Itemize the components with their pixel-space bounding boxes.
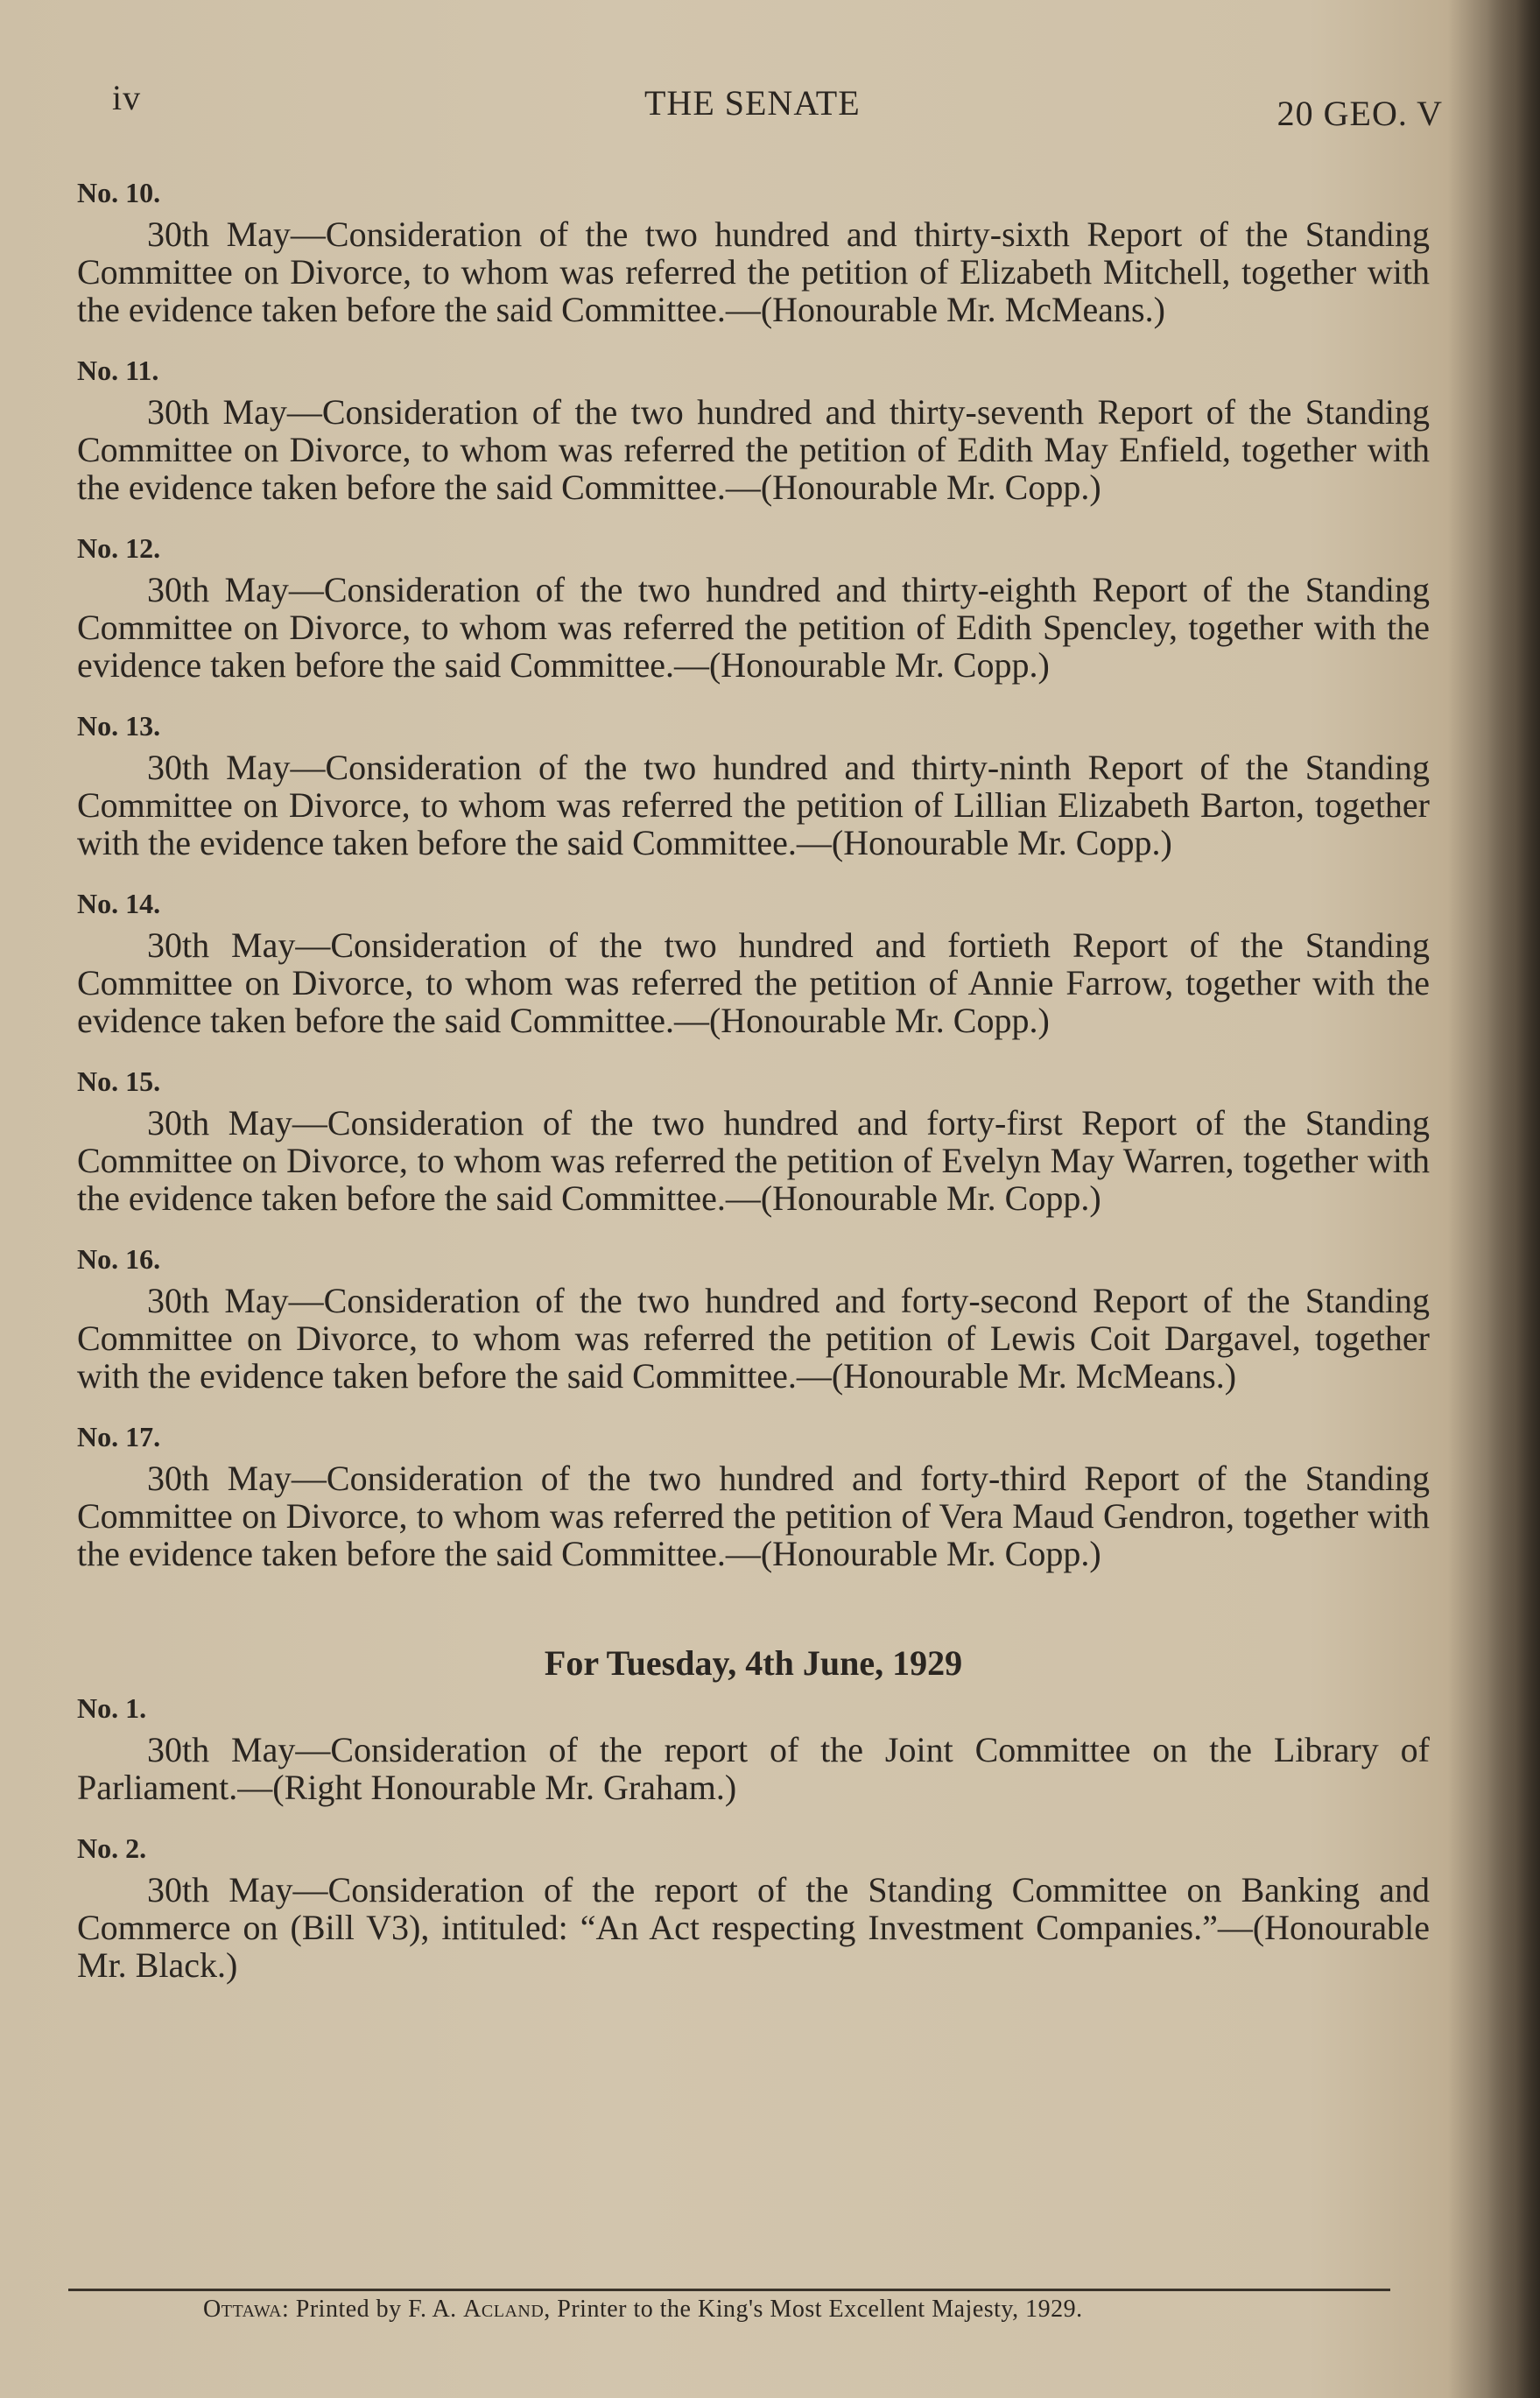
order-entry [77,886,1430,1039]
entry-number: No. 13. [77,710,161,742]
session-label: 20 GEO. V [1276,94,1443,133]
entry-text: 30th May—Consideration of the two hundred and thirty-eighth Report of the Standing Committee on Divorce, to whom was referred the petition of Edith Spencley, together with the evidence taken before the said Committee.—(Honourable Mr. Copp.) [77,570,1430,685]
entry-text: 30th May—Consideration of the report of the Standing Committee on Banking and Commerce on (Bill V3), intituled: “An Act respecting Investment Companies.”—(Honourable Mr. Black.) [77,1870,1430,1985]
order-entry [77,1831,1430,1984]
imprint-tail: , Printer to the King's Most Excellent Majesty, 1929. [544,2296,1083,2323]
entry-number: No. 17. [77,1421,161,1452]
entry-text: 30th May—Consideration of the two hundred and thirty-ninth Report of the Standing Committee on Divorce, to whom was referred the petition of Lillian Elizabeth Barton, together with the evidence taken before the said Committee.—(Honourable Mr. Copp.) [77,748,1430,862]
order-entry [77,1241,1430,1395]
entry-number: No. 15. [77,1065,161,1097]
entry-number: No. 14. [77,888,161,919]
page-edge-shadow [1487,0,1540,2398]
entry-number: No. 16. [77,1243,161,1275]
order-entry [77,175,1430,328]
entry-number: No. 11. [77,355,159,386]
imprint-printer-name: Acland [463,2296,545,2323]
page-number: iv [112,78,142,117]
order-entry [77,1691,1430,1806]
order-entry [77,708,1430,861]
entry-text: 30th May—Consideration of the two hundred and forty-second Report of the Standing Committee on Divorce, to whom was referred the petition of Lewis Coit Dargavel, together with the evidence taken before the said Committee.—(Honourable Mr. McMeans.) [77,1281,1430,1396]
entry-text: 30th May—Consideration of the two hundred and forty-third Report of the Standing Committee on Divorce, to whom was referred the petition of Vera Maud Gendron, together with the evidence taken before the said Committee.—(Honourable Mr. Copp.) [77,1459,1430,1573]
entry-text: 30th May—Consideration of the report of the Joint Committee on the Library of Parliament.—(Right Honourable Mr. Graham.) [77,1730,1430,1807]
footer-rule [68,2289,1390,2291]
entry-number: No. 12. [77,532,161,564]
orders-of-the-day [77,175,1430,2008]
page-header [112,77,1443,133]
order-entry [77,531,1430,684]
section-heading: For Tuesday, 4th June, 1929 [544,1643,963,1683]
order-entry [77,1419,1430,1572]
page-title: THE SENATE [644,83,861,123]
printer-imprint [203,2296,1341,2324]
entry-text: 30th May—Consideration of the two hundred and fortieth Report of the Standing Committee on Divorce, to whom was referred the petition of Annie Farrow, together with the evidence taken before the said Committee.—(Honourable Mr. Copp.) [77,925,1430,1040]
entry-text: 30th May—Consideration of the two hundred and thirty-sixth Report of the Standing Committee on Divorce, to whom was referred the petition of Elizabeth Mitchell, together with the evidence taken before the said Committee.—(Honourable Mr. McMeans.) [77,214,1430,329]
order-entry [77,1064,1430,1217]
entry-text: 30th May—Consideration of the two hundred and forty-first Report of the Standing Committee on Divorce, to whom was referred the petition of Evelyn May Warren, together with the evidence taken before the said Committee.—(Honourable Mr. Copp.) [77,1103,1430,1218]
entry-text: 30th May—Consideration of the two hundred and thirty-seventh Report of the Standing Committee on Divorce, to whom was referred the petition of Edith May Enfield, together with the evidence taken before the said Committee.—(Honourable Mr. Copp.) [77,392,1430,507]
order-entry [77,353,1430,506]
entry-number: No. 2. [77,1832,147,1864]
imprint-printed-by: : Printed by F. A. [282,2296,464,2323]
entry-number: No. 1. [77,1692,147,1724]
entry-number: No. 10. [77,177,161,208]
imprint-city: Ottawa [203,2296,282,2323]
